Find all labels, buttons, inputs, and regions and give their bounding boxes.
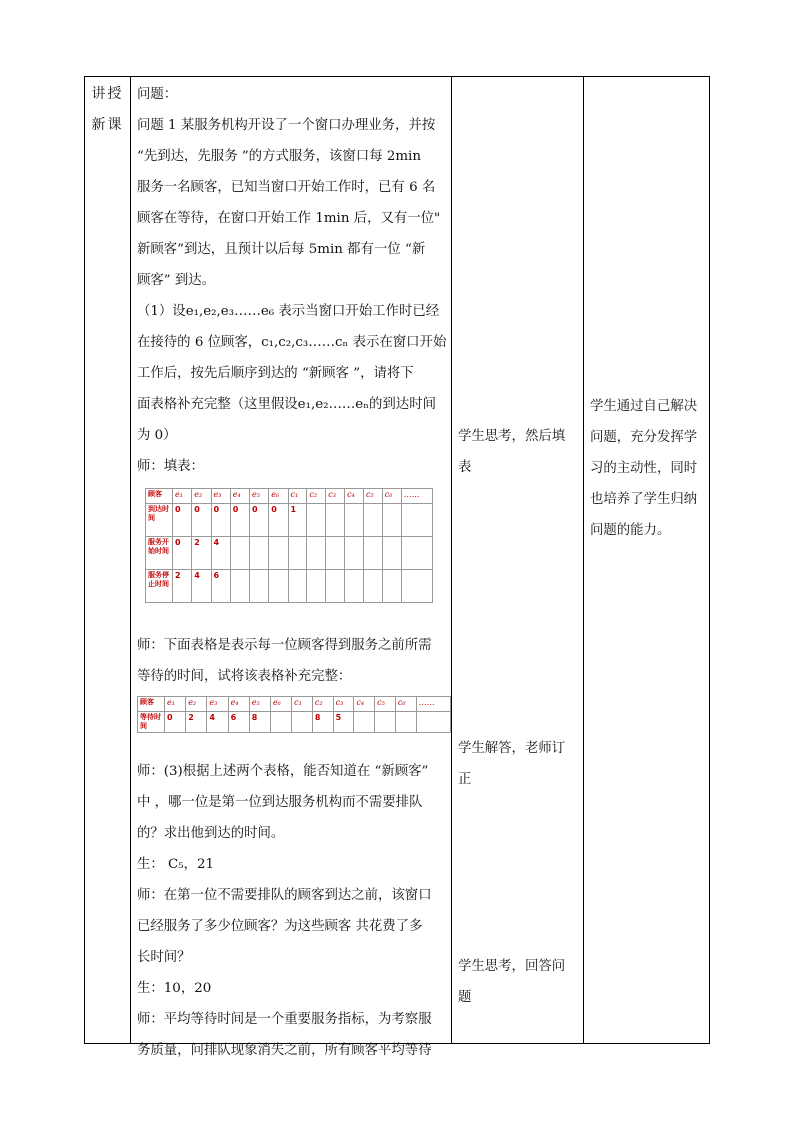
content-line: 生：10，20 xyxy=(137,981,212,996)
row-label: 服务停止时间 xyxy=(146,570,173,603)
table-header-cell: e₁ xyxy=(165,697,186,712)
content-line: 的？求出他到达的时间。 xyxy=(137,826,285,841)
intent-line3: 习的主动性，同时 xyxy=(590,461,698,476)
table-header-cell: e₄ xyxy=(228,697,249,712)
content-part-c xyxy=(137,756,447,1066)
table-header-cell: c₄ xyxy=(345,489,364,504)
table-cell: 2 xyxy=(192,537,211,570)
activity-2-line2: 正 xyxy=(458,772,472,787)
table-cell xyxy=(307,537,326,570)
table-cell xyxy=(288,537,307,570)
table-header-cell: e₃ xyxy=(207,697,228,712)
content-line: 为 0） xyxy=(137,428,177,443)
content-line: 工作后，按先后顺序到达的 “新顾客 ”，请将下 xyxy=(137,366,414,381)
content-line: 顾客” 到达。 xyxy=(137,273,216,288)
content-line: 师：平均等待时间是一个重要服务指标，为考察服 xyxy=(137,1012,432,1027)
table-cell: 0 xyxy=(173,537,192,570)
table-cell: 6 xyxy=(228,712,249,733)
table-cell xyxy=(250,570,269,603)
table-header-cell: e₆ xyxy=(269,489,288,504)
content-line: 已经服务了多少位顾客？为这些顾客 共花费了多 xyxy=(137,919,423,934)
table-cell xyxy=(269,570,288,603)
section-label-line1: 讲授 xyxy=(91,86,124,102)
activity-1-line1: 学生思考，然后填 xyxy=(458,429,566,444)
content-part-b xyxy=(137,630,447,692)
table-cell xyxy=(307,570,326,603)
content-line: 师：填表： xyxy=(137,459,204,474)
table-cell: 0 xyxy=(192,504,211,537)
table-header-cell: …… xyxy=(416,697,450,712)
content-line: 顾客在等待，在窗口开始工作 1min 后，又有一位" xyxy=(137,211,441,226)
table-cell xyxy=(401,504,432,537)
table-cell xyxy=(382,504,401,537)
table-header-cell: e₁ xyxy=(173,489,192,504)
table-header-cell: c₁ xyxy=(288,489,307,504)
content-line: 问题 1 某服务机构开设了一个窗口办理业务，并按 xyxy=(137,118,436,133)
table-cell: 5 xyxy=(333,712,354,733)
table-cell xyxy=(250,537,269,570)
table-header-cell: c₃ xyxy=(333,697,354,712)
table2-area xyxy=(137,692,447,756)
table-cell: 2 xyxy=(173,570,192,603)
table-cell xyxy=(307,504,326,537)
content-line: 务质量，问排队现象消失之前，所有顾客平均等待 xyxy=(137,1043,432,1058)
table-cell xyxy=(382,537,401,570)
content-line: （1）设e₁,e₂,e₃……e₆ 表示当窗口开始工作时已经 xyxy=(137,304,440,319)
table-cell xyxy=(401,570,432,603)
table-cell: 1 xyxy=(288,504,307,537)
content-line: 师：(3)根据上述两个表格，能否知道在 “新顾客” xyxy=(137,764,429,779)
table-header-cell: e₂ xyxy=(186,697,207,712)
table-cell xyxy=(401,537,432,570)
table-cell: 6 xyxy=(211,570,230,603)
student-activity-2 xyxy=(458,733,582,795)
student-activity-3 xyxy=(458,951,582,1013)
table-cell xyxy=(345,504,364,537)
table-cell xyxy=(345,537,364,570)
intent-line4: 也培养了学生归纳 xyxy=(590,492,698,507)
table-header-cell: c₅ xyxy=(375,697,396,712)
column-divider xyxy=(451,77,452,1043)
table-header-cell: c₆ xyxy=(395,697,416,712)
table-cell xyxy=(326,537,345,570)
content-line: 师：下面表格是表示每一位顾客得到服务之前所需 xyxy=(137,638,432,653)
table-header-cell: c₃ xyxy=(326,489,345,504)
activity-1-line2: 表 xyxy=(458,460,472,475)
table-row xyxy=(146,537,433,570)
table-cell xyxy=(230,537,249,570)
table-cell xyxy=(345,570,364,603)
table-header-cell: e₆ xyxy=(270,697,291,712)
table-cell xyxy=(395,712,416,733)
table-cell xyxy=(416,712,450,733)
table1-area xyxy=(137,482,447,630)
table-header-cell: e₅ xyxy=(249,697,270,712)
content-line: 师：在第一位不需要排队的顾客到达之前，该窗口 xyxy=(137,888,432,903)
section-label-line2: 新课 xyxy=(91,117,124,133)
table-header-cell: c₂ xyxy=(307,489,326,504)
table-header-cell: e₅ xyxy=(250,489,269,504)
table-cell xyxy=(270,712,291,733)
activity-2-line1: 学生解答，老师订 xyxy=(458,741,566,756)
table-header-cell: 顾客 xyxy=(146,489,173,504)
table-header-cell: e₂ xyxy=(192,489,211,504)
table-header-cell: c₂ xyxy=(312,697,333,712)
table-row xyxy=(146,504,433,537)
table-cell: 8 xyxy=(249,712,270,733)
table-cell xyxy=(363,504,382,537)
lesson-content xyxy=(137,77,447,1066)
table-cell: 0 xyxy=(165,712,186,733)
column-divider xyxy=(130,77,131,1043)
content-line: 服务一名顾客，已知当窗口开始工作时，已有 6 名 xyxy=(137,180,436,195)
row-label: 到达时间 xyxy=(146,504,173,537)
table-cell xyxy=(363,570,382,603)
content-line: 在接待的 6 位顾客，c₁,c₂,c₃……cₙ 表示在窗口开始 xyxy=(137,335,447,350)
content-line: 长时间？ xyxy=(137,950,191,965)
content-line: 新顾客”到达，且预计以后每 5min 都有一位 “新 xyxy=(137,242,426,257)
table-cell xyxy=(326,504,345,537)
content-line: 生： C₅，21 xyxy=(137,857,215,872)
section-label xyxy=(85,77,130,141)
table-cell xyxy=(326,570,345,603)
table-cell xyxy=(354,712,375,733)
content-line: 中 ，哪一位是第一位到达服务机构而不需要排队 xyxy=(137,795,423,810)
table-header-cell: c₁ xyxy=(292,697,313,712)
activity-3-line2: 题 xyxy=(458,990,472,1005)
table-header-cell: 顾客 xyxy=(138,697,165,712)
table-cell xyxy=(363,537,382,570)
table-cell: 0 xyxy=(173,504,192,537)
arrival-time-table xyxy=(145,488,433,603)
table-cell xyxy=(288,570,307,603)
table-cell xyxy=(375,712,396,733)
table-header-cell: c₄ xyxy=(354,697,375,712)
table-cell xyxy=(292,712,313,733)
table-cell: 0 xyxy=(211,504,230,537)
lesson-table xyxy=(84,76,710,1058)
student-activity-1 xyxy=(458,421,582,483)
table-header-cell: c₅ xyxy=(363,489,382,504)
intent-line5: 问题的能力。 xyxy=(590,523,671,538)
row-label: 等待时间 xyxy=(138,712,165,733)
table-row xyxy=(146,570,433,603)
table-cell: 4 xyxy=(211,537,230,570)
table-cell: 0 xyxy=(269,504,288,537)
row-label: 服务开始时间 xyxy=(146,537,173,570)
table-header-cell: …… xyxy=(401,489,432,504)
content-line: 等待的时间，试将该表格补充完整： xyxy=(137,669,352,684)
table-header-cell: e₄ xyxy=(230,489,249,504)
content-line: 问题： xyxy=(137,87,178,102)
intent-line1: 学生通过自己解决 xyxy=(590,399,698,414)
column-divider xyxy=(583,77,584,1043)
table-cell: 0 xyxy=(250,504,269,537)
table-cell: 4 xyxy=(192,570,211,603)
table-cell: 0 xyxy=(230,504,249,537)
table-header-cell: e₃ xyxy=(211,489,230,504)
table-cell xyxy=(269,537,288,570)
table-header-cell: c₆ xyxy=(382,489,401,504)
waiting-time-table xyxy=(137,696,451,733)
activity-3-line1: 学生思考，回答问 xyxy=(458,959,566,974)
table-cell: 8 xyxy=(312,712,333,733)
content-line: 面表格补充完整（这里假设e₁,e₂……eₙ的到达时间 xyxy=(137,397,436,412)
table-cell xyxy=(230,570,249,603)
design-intent xyxy=(590,391,708,546)
content-line: “先到达，先服务 ”的方式服务，该窗口每 2min xyxy=(137,149,421,164)
table-row xyxy=(138,712,451,733)
table-cell xyxy=(382,570,401,603)
table-cell: 2 xyxy=(186,712,207,733)
content-part-a xyxy=(137,79,447,482)
intent-line2: 问题，充分发挥学 xyxy=(590,430,698,445)
table-cell: 4 xyxy=(207,712,228,733)
